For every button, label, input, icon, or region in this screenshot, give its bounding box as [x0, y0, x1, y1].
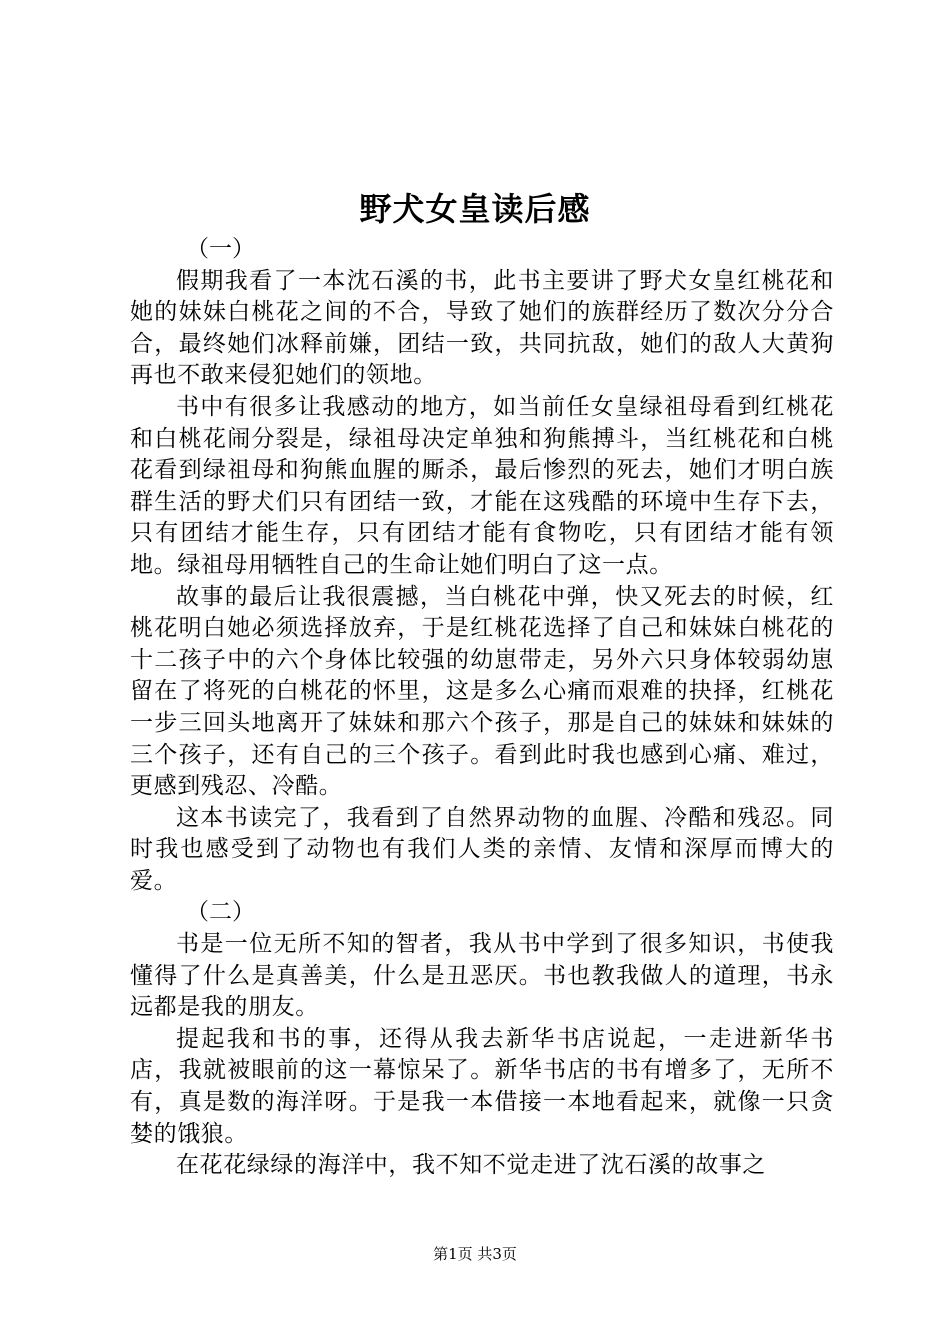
section-marker: （一）: [186, 236, 255, 262]
section-two: [130, 897, 834, 1181]
page-footer: 第1页 共3页: [433, 1245, 517, 1263]
paragraph: 在花花绿绿的海洋中，我不知不觉走进了沈石溪的故事之: [176, 1152, 766, 1179]
paragraph: 书是一位无所不知的智者，我从书中学到了很多知识，书使我懂得了什么是真善美，什么是丑恶厌。书也教我做人的道理，书永远都是我的朋友。: [130, 931, 834, 1021]
paragraph: 提起我和书的事，还得从我去新华书店说起，一走进新华书店，我就被眼前的这一幕惊呆了。新华书店的书有增多了，无所不有，真是数的海洋呀。于是我一本借接一本地看起来，就像一只贪婪的饿狼。: [130, 1025, 834, 1147]
document-title: 野犬女皇读后感: [359, 190, 591, 228]
paragraph: 假期我看了一本沈石溪的书，此书主要讲了野犬女皇红桃花和她的妹妹白桃花之间的不合，导致了她们的族群经历了数次分分合合，最终她们冰释前嫌，团结一致，共同抗敌，她们的敌人大黄狗再也不敢来侵犯她们的领地。: [130, 267, 834, 389]
paragraph: 这本书读完了，我看到了自然界动物的血腥、冷酷和残忍。同时我也感受到了动物也有我们人类的亲情、友情和深厚而博大的爱。: [130, 804, 834, 894]
section-marker: （二）: [186, 899, 255, 926]
paragraph: 书中有很多让我感动的地方，如当前任女皇绿祖母看到红桃花和白桃花闹分裂是，绿祖母决定单独和狗熊搏斗，当红桃花和白桃花看到绿祖母和狗熊血腥的厮杀，最后惨烈的死去，她们才明白族群生活的野犬们只有团结一致，才能在这残酷的环境中生存下去，只有团结才能生存，只有团结才能有食物吃，只有团结才能有领地。绿祖母用牺牲自己的生命让她们明白了这一点。: [130, 393, 834, 578]
section-one: [130, 234, 834, 897]
paragraph: 故事的最后让我很震撼，当白桃花中弹，快又死去的时候，红桃花明白她必须选择放弃，于是红桃花选择了自己和妹妹白桃花的十二孩子中的六个身体比较强的幼崽带走，另外六只身体较弱幼崽留在了将死的白桃花的怀里，这是多么心痛而艰难的抉择，红桃花一步三回头地离开了妹妹和那六个孩子，那是自己的妹妹和妹妹的三个孩子，还有自己的三个孩子。看到此时我也感到心痛、难过，更感到残忍、冷酷。: [130, 583, 834, 800]
document-body: [130, 234, 834, 1182]
